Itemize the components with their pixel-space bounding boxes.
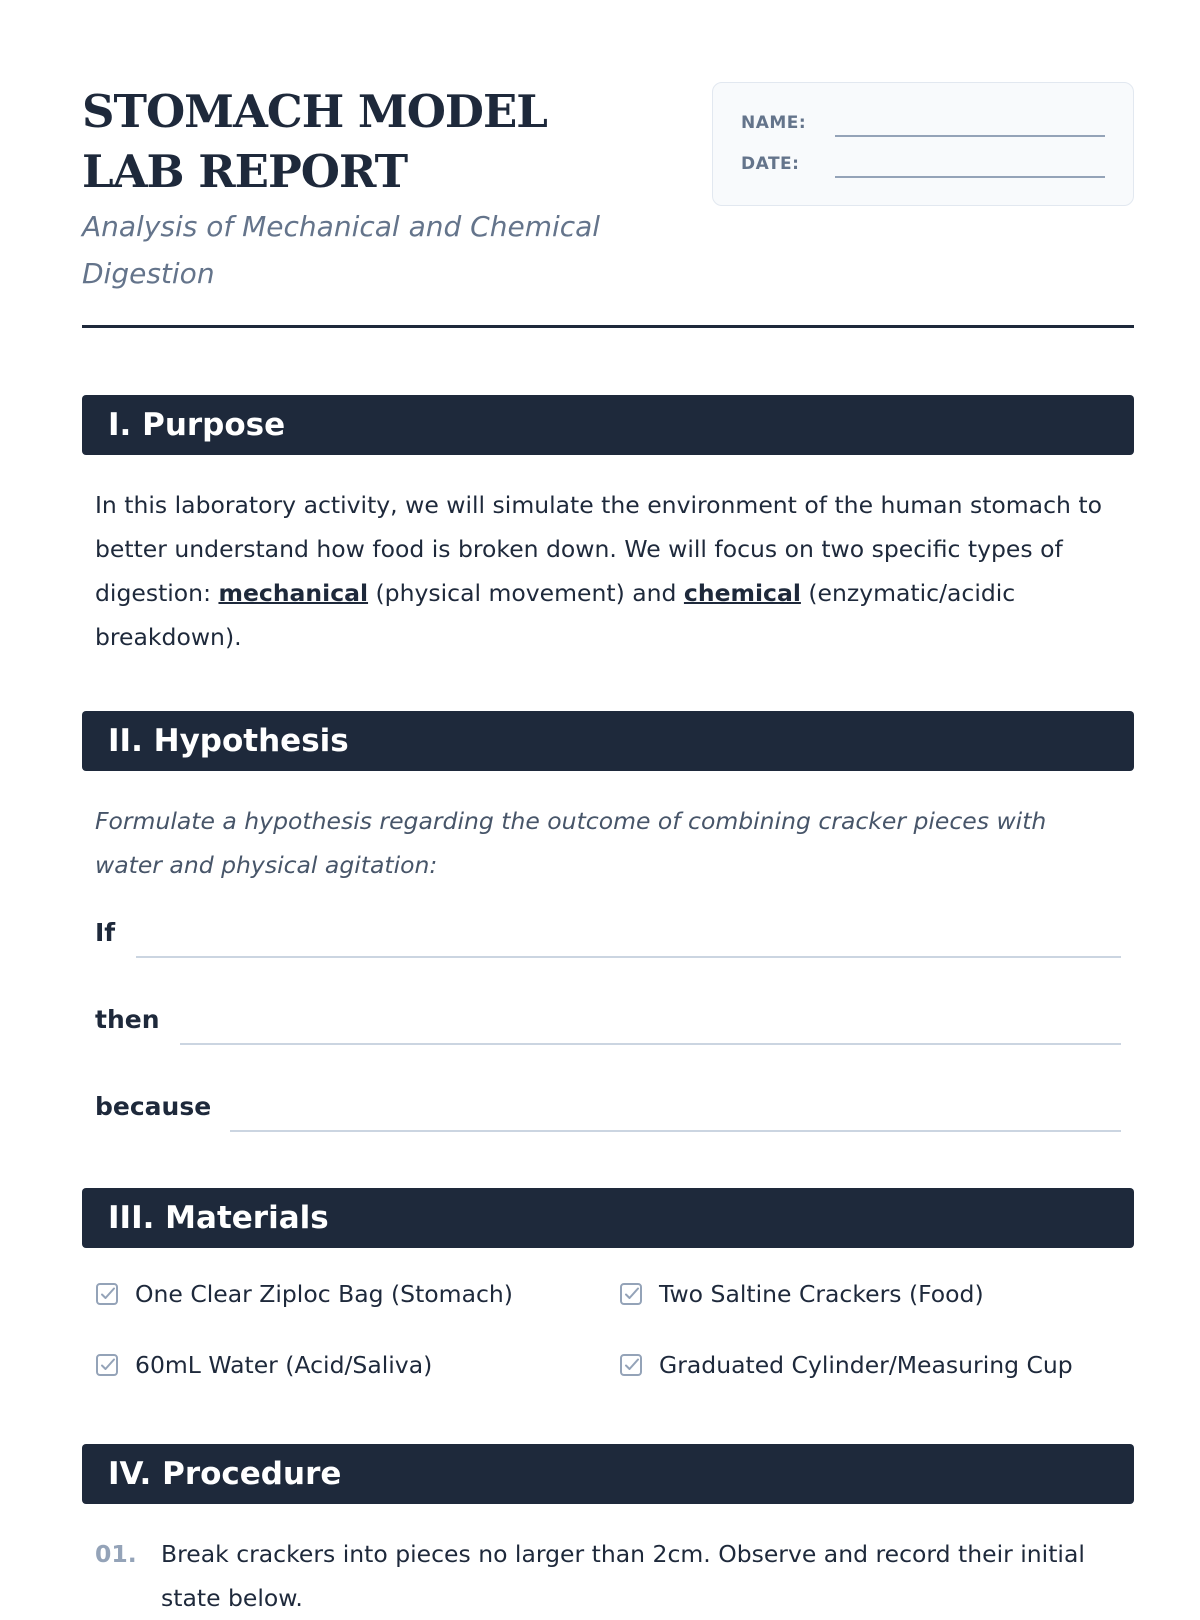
name-label: NAME: — [741, 113, 807, 133]
purpose-text-end: (enzymatic/acidic breakdown). — [95, 579, 1016, 651]
section-header-hypothesis: II. Hypothesis — [82, 711, 1134, 771]
term-chemical: chemical — [683, 579, 801, 607]
purpose-text-middle: (physical movement) and — [368, 579, 684, 607]
hypothesis-because-label: because — [95, 1092, 212, 1121]
hypothesis-if-row — [95, 916, 1121, 960]
checkbox-checked-icon — [95, 1353, 119, 1377]
name-row — [741, 107, 1105, 137]
section-header-purpose: I. Purpose — [82, 395, 1134, 455]
step-text: Break crackers into pieces no larger than 2cm. Observe and record their initial state below. — [161, 1540, 1085, 1612]
hypothesis-because-field[interactable] — [230, 1130, 1121, 1132]
hypothesis-prompt: Formulate a hypothesis regarding the outcome of combining cracker pieces with water and physical agitation: — [95, 807, 1047, 879]
purpose-text-intro: In this laboratory activity, we will simulate the environment of the human stomach to better understand how food is broken down. We will focus on two specific types of digestion: — [95, 491, 1102, 607]
checkbox-checked-icon — [619, 1353, 643, 1377]
checkbox-checked-icon — [95, 1282, 119, 1306]
date-field[interactable] — [835, 176, 1105, 178]
date-label: DATE: — [741, 154, 800, 174]
checkbox-checked-icon — [619, 1282, 643, 1306]
report-header — [82, 0, 1134, 328]
purpose-text — [95, 483, 1125, 659]
name-field[interactable] — [835, 135, 1105, 137]
section-header-materials: III. Materials — [82, 1188, 1134, 1248]
material-label: 60mL Water (Acid/Saliva) — [135, 1351, 433, 1379]
hypothesis-if-field[interactable] — [136, 956, 1121, 958]
material-label: One Clear Ziploc Bag (Stomach) — [135, 1280, 513, 1308]
material-label: Graduated Cylinder/Measuring Cup — [659, 1351, 1073, 1379]
hypothesis-because-row — [95, 1090, 1121, 1134]
term-mechanical: mechanical — [218, 579, 369, 607]
material-label: Two Saltine Crackers (Food) — [659, 1280, 984, 1308]
step-number: 01. — [95, 1540, 137, 1568]
material-item — [619, 1274, 1119, 1314]
hypothesis-then-label: then — [95, 1005, 160, 1034]
page-title: STOMACH MODEL LAB REPORT — [82, 85, 547, 198]
hypothesis-if-label: If — [95, 918, 116, 947]
material-item — [95, 1274, 595, 1314]
material-item — [619, 1345, 1129, 1385]
name-date-box — [712, 82, 1134, 206]
date-row — [741, 148, 1105, 178]
section-header-procedure: IV. Procedure — [82, 1444, 1134, 1504]
hypothesis-then-field[interactable] — [180, 1043, 1121, 1045]
hypothesis-then-row — [95, 1003, 1121, 1047]
material-item — [95, 1345, 595, 1385]
page-subtitle: Analysis of Mechanical and Chemical Digestion — [82, 210, 601, 290]
lab-report-page — [82, 0, 1134, 1612]
